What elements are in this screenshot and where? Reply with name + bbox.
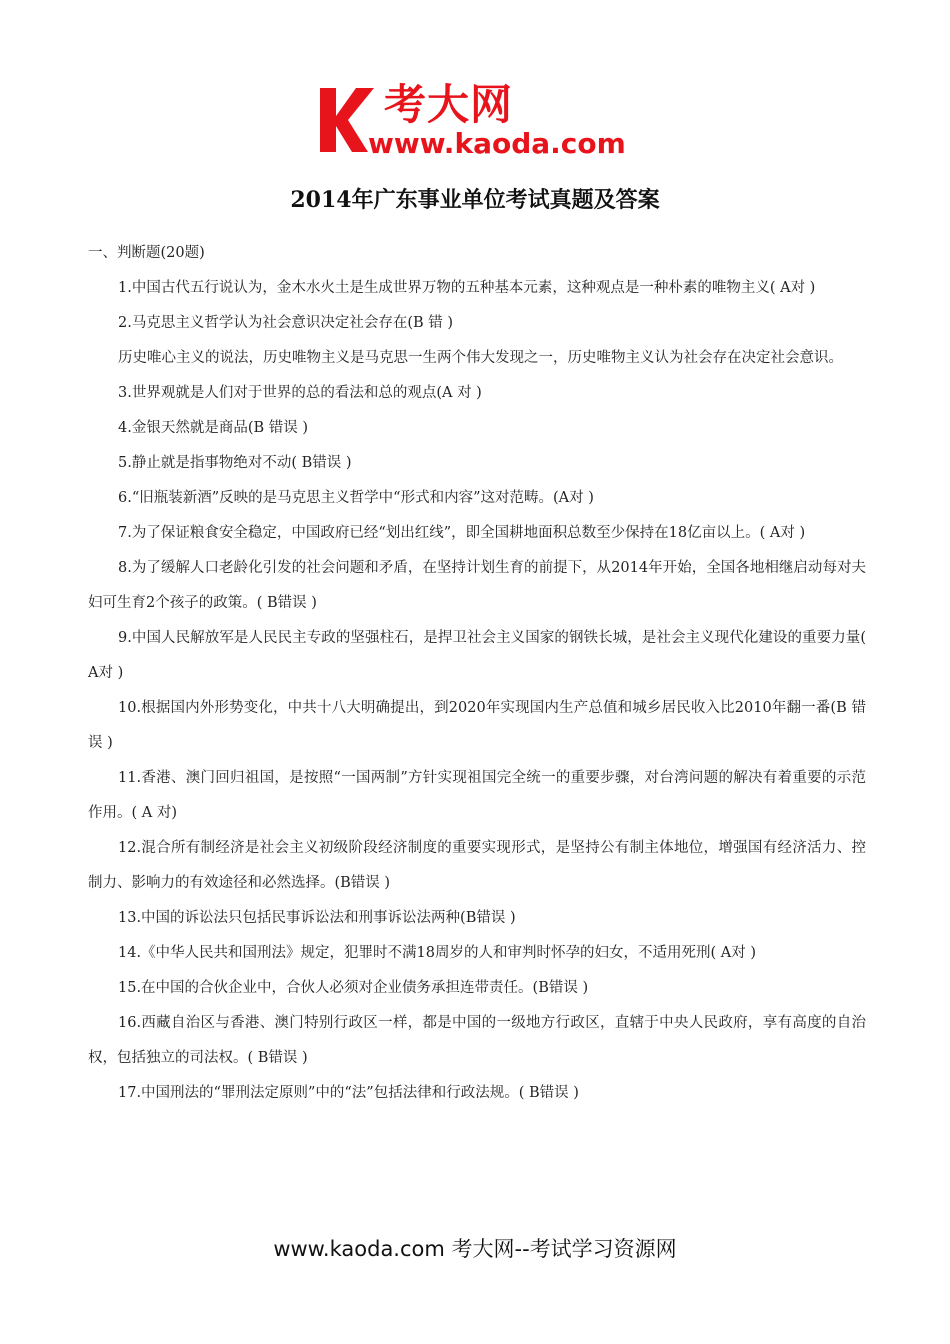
- question-paragraph: 5.静止就是指事物绝对不动( B错误 ): [118, 455, 352, 471]
- question-paragraph: 9.中国人民解放军是人民民主专政的坚强柱石，是捍卫社会主义国家的钢铁长城，是社会主义现代化建设的重要力量( A对 ): [88, 630, 866, 681]
- question-paragraph: 6.“旧瓶装新酒”反映的是马克思主义哲学中“形式和内容”这对范畴。(A对 ): [118, 490, 594, 506]
- question-paragraph: 7.为了保证粮食安全稳定，中国政府已经“划出红线”，即全国耕地面积总数至少保持在18亿亩以上。( A对 ): [118, 525, 806, 541]
- question-paragraph: 11.香港、澳门回归祖国，是按照“一国两制”方针实现祖国完全统一的重要步骤，对台湾问题的解决有着重要的示范作用。( A 对): [88, 770, 866, 821]
- question-paragraph: 16.西藏自治区与香港、澳门特别行政区一样，都是中国的一级地方行政区，直辖于中央人民政府，享有高度的自治权，包括独立的司法权。( B错误 ): [88, 1015, 866, 1066]
- question-paragraph: 13.中国的诉讼法只包括民事诉讼法和刑事诉讼法两种(B错误 ): [118, 910, 516, 926]
- page-footer: www.kaoda.com 考大网--考试学习资源网: [273, 1237, 677, 1261]
- logo-url-text: www.kaoda.com: [368, 127, 626, 160]
- question-paragraph: 2.马克思主义哲学认为社会意识决定社会存在(B 错 ): [118, 315, 454, 331]
- question-paragraph: 1.中国古代五行说认为，金木水火土是生成世界万物的五种基本元素，这种观点是一种朴素的唯物主义( A对 ): [118, 280, 816, 296]
- section-heading: 一、判断题(20题): [88, 245, 205, 261]
- question-paragraph: 8.为了缓解人口老龄化引发的社会问题和矛盾，在坚持计划生育的前提下，从2014年开始，全国各地相继启动每对夫妇可生育2个孩子的政策。( B错误 ): [88, 560, 866, 611]
- explanation-paragraph: 历史唯心主义的说法，历史唯物主义是马克思一生两个伟大发现之一，历史唯物主义认为社会存在决定社会意识。: [118, 350, 843, 366]
- page-title: 2014年广东事业单位考试真题及答案: [290, 187, 660, 213]
- question-paragraph: 14.《中华人民共和国刑法》规定，犯罪时不满18周岁的人和审判时怀孕的妇女，不适用死刑( A对 ): [118, 945, 757, 961]
- document-body: [88, 236, 866, 1111]
- question-paragraph: 12.混合所有制经济是社会主义初级阶段经济制度的重要实现形式，是坚持公有制主体地位，增强国有经济活力、控制力、影响力的有效途径和必然选择。(B错误 ): [88, 840, 866, 891]
- question-paragraph: 17.中国刑法的“罪刑法定原则”中的“法”包括法律和行政法规。( B错误 ): [118, 1085, 579, 1101]
- question-paragraph: 3.世界观就是人们对于世界的总的看法和总的观点(A 对 ): [118, 385, 482, 401]
- site-logo: [318, 82, 638, 164]
- question-paragraph: 10.根据国内外形势变化，中共十八大明确提出，到2020年实现国内生产总值和城乡居民收入比2010年翻一番(B 错误 ): [88, 700, 866, 751]
- logo-chinese-text: 考大网: [384, 80, 514, 129]
- question-paragraph: 4.金银天然就是商品(B 错误 ): [118, 420, 309, 436]
- question-paragraph: 15.在中国的合伙企业中，合伙人必须对企业债务承担连带责任。(B错误 ): [118, 980, 589, 996]
